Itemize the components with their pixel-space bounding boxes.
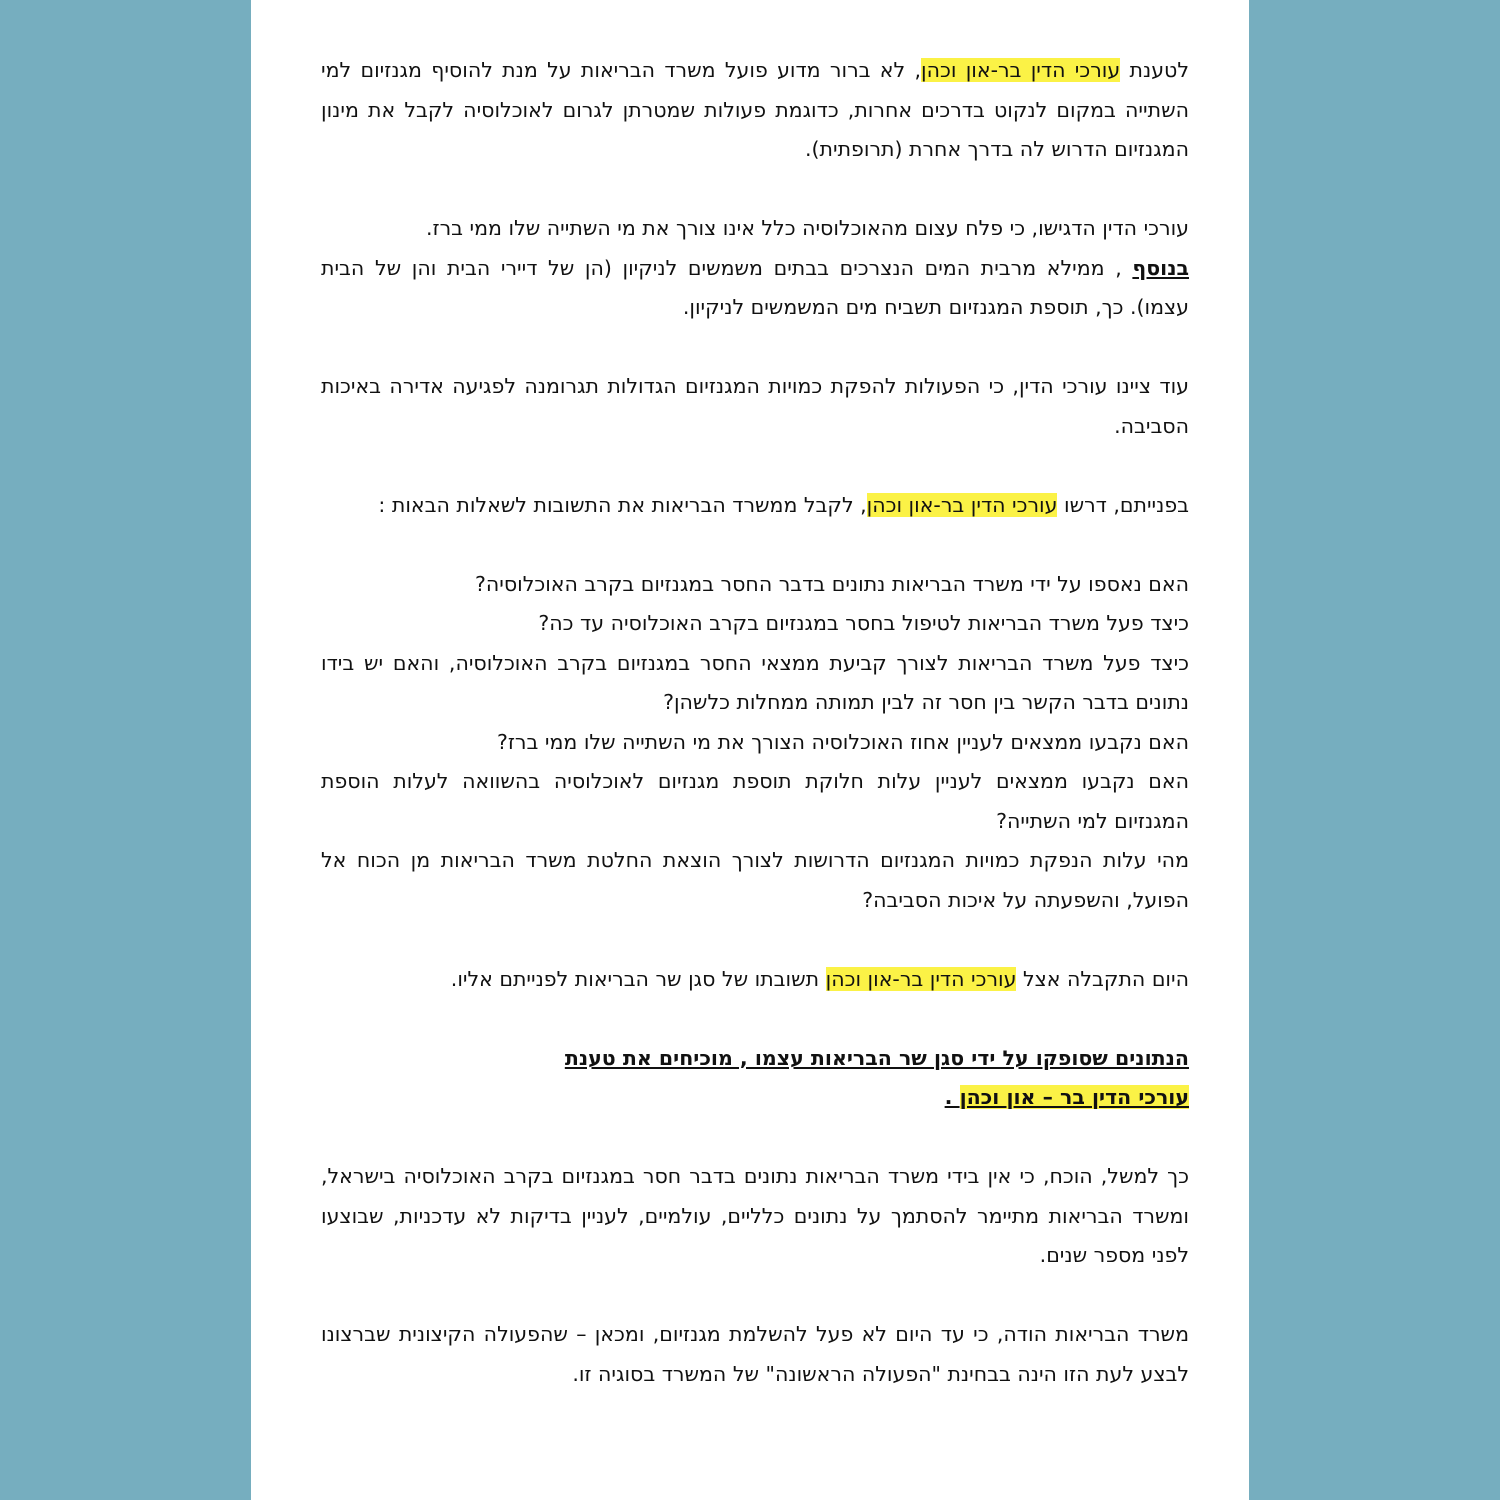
question-item: מהי עלות הנפקת כמויות המגנזיום הדרושות לצורך הוצאת החלטת משרד הבריאות מן הכוח אל הפועל, והשפעתה על איכות הסביבה? xyxy=(321,848,1189,912)
paragraph-4-prefix: בפנייתם, דרשו xyxy=(1057,492,1189,517)
document-body xyxy=(321,51,1189,1434)
paragraph-4 xyxy=(321,486,1189,526)
document-page xyxy=(251,0,1249,1500)
paragraph-1-prefix: לטענת xyxy=(1120,58,1189,82)
question-item: האם נקבעו ממצאים לעניין אחוז האוכלוסיה הצורך את מי השתייה שלו ממי ברז? xyxy=(496,729,1189,754)
highlighted-firm-name-heading: עורכי הדין בר – און וכהן xyxy=(959,1085,1189,1109)
section-heading-end: . xyxy=(944,1085,960,1109)
question-item: כיצד פעל משרד הבריאות לטיפול בחסר במגנזיום בקרב האוכלוסיה עד כה? xyxy=(538,611,1189,635)
paragraph-2-text: , ממילא מרבית המים הנצרכים בבתים משמשים לניקיון (הן של דיירי הבית והן של הבית עצמו). כך, תוספת המגנזיום תשביח מים המשמשים לניקיון. xyxy=(321,255,1189,319)
paragraph-5-text: תשובתו של סגן שר הבריאות לפנייתם אליו. xyxy=(450,966,826,991)
paragraph-5 xyxy=(321,960,1189,1000)
paragraph-1-text: , לא ברור מדוע פועל משרד הבריאות על מנת להוסיף מגנזיום למי השתייה במקום לנקוט בדרכים אחרות, כדוגמת פעולות שמטרתן לגרום לאוכלוסיה לקבל את מינון המגנזיום הדרוש לה בדרך אחרת (תרופתית). xyxy=(321,58,1189,161)
section-heading xyxy=(321,1039,1189,1118)
paragraph-7: משרד הבריאות הודה, כי עד היום לא פעל להשלמת מגנזיום, ומכאן – שהפעולה הקיצונית שברצונו לבצע לעת הזו הינה בבחינת "הפעולה הראשונה" של המשרד בסוגיה זו. xyxy=(321,1322,1189,1386)
paragraph-2-line-1: עורכי הדין הדגישו, כי פלח עצום מהאוכלוסיה כלל אינו צורך את מי השתייה שלו ממי ברז. xyxy=(426,216,1189,240)
additionally-underlined: בנוסף xyxy=(1132,255,1189,280)
section-heading-text: הנתונים שסופקו על ידי סגן שר הבריאות עצמו , מוכיחים את טענת xyxy=(564,1045,1189,1070)
question-item: האם נקבעו ממצאים לעניין עלות חלוקת תוספת מגנזיום לאוכלוסיה בהשוואה לעלות הוספת המגנזיום למי השתייה? xyxy=(321,769,1189,833)
question-item: כיצד פעל משרד הבריאות לצורך קביעת ממצאי החסר במגנזיום בקרב האוכלוסיה, והאם יש בידו נתונים בדבר הקשר בין חסר זה לבין תמותה ממחלות כלשהן? xyxy=(321,650,1189,714)
paragraph-5-prefix: היום התקבלה אצל xyxy=(1016,966,1189,991)
paragraph-3: עוד ציינו עורכי הדין, כי הפעולות להפקת כמויות המגנזיום הגדולות תגרומנה לפגיעה אדירה באיכות הסביבה. xyxy=(321,374,1189,438)
paragraph-2 xyxy=(321,209,1189,328)
paragraph-6: כך למשל, הוכח, כי אין בידי משרד הבריאות נתונים בדבר חסר במגנזיום בקרב האוכלוסיה בישראל, ומשרד הבריאות מתיימר להסתמך על נתונים כלליים, עולמיים, לעניין בדיקות לא עדכניות, שבוצעו לפני מספר שנים. xyxy=(321,1164,1189,1267)
highlighted-firm-name: עורכי הדין בר-און וכהן xyxy=(825,966,1017,991)
highlighted-firm-name: עורכי הדין בר-און וכהן xyxy=(866,492,1058,517)
question-item: האם נאספו על ידי משרד הבריאות נתונים בדבר החסר במגנזיום בקרב האוכלוסיה? xyxy=(474,571,1189,596)
highlighted-firm-name: עורכי הדין בר-און וכהן xyxy=(921,58,1121,82)
paragraph-4-text: , לקבל ממשרד הבריאות את התשובות לשאלות הבאות : xyxy=(378,492,867,517)
paragraph-1 xyxy=(321,51,1189,170)
